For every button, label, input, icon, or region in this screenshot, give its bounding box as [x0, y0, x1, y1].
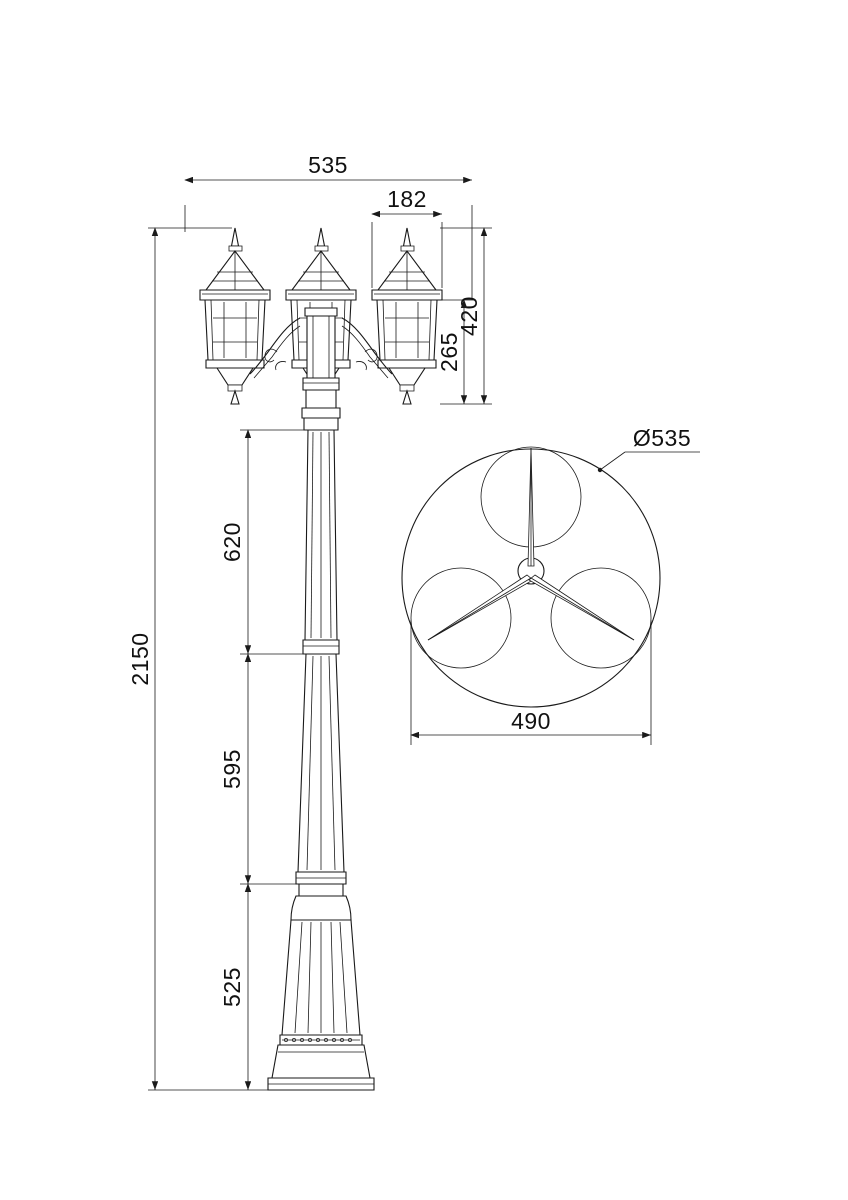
- dimension-525-base-section: [219, 884, 248, 1090]
- dim-label-420: 420: [456, 296, 482, 336]
- pole-upper: [303, 418, 339, 654]
- dim-label-d535: Ø535: [632, 425, 692, 451]
- dimension-620-upper-pole: [219, 430, 306, 654]
- pole-middle: [296, 654, 346, 884]
- dimension-420-head-height: [440, 228, 492, 404]
- dim-label-182: 182: [387, 186, 427, 212]
- dimension-490-plan-span: [411, 620, 651, 745]
- dimension-595-middle-pole: [219, 654, 300, 884]
- plan-view: [402, 447, 660, 707]
- dim-label-595: 595: [219, 749, 245, 789]
- dim-label-535: 535: [308, 152, 348, 178]
- front-elevation-view: [200, 228, 442, 1090]
- pole-base: [268, 884, 374, 1090]
- dimension-diameter-535: [598, 425, 700, 472]
- dim-label-620: 620: [219, 522, 245, 562]
- dim-label-490: 490: [511, 708, 551, 734]
- pole-collar: [302, 308, 340, 418]
- lantern-left: [200, 228, 270, 404]
- dim-label-265: 265: [436, 332, 462, 372]
- dim-label-2150: 2150: [127, 632, 153, 686]
- lantern-right: [372, 228, 442, 404]
- dim-label-525: 525: [219, 967, 245, 1007]
